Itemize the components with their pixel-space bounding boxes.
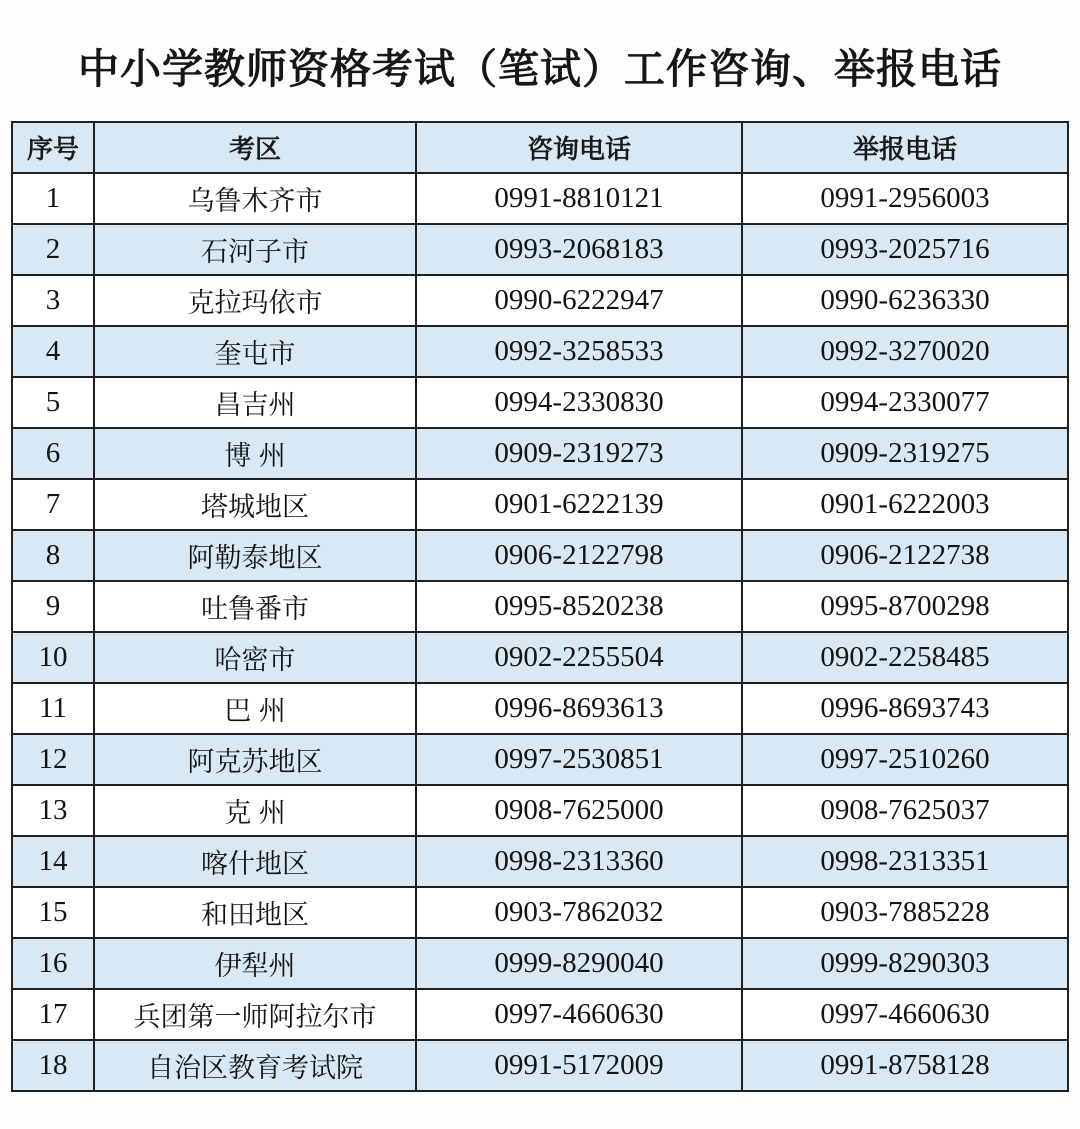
table-row [12, 632, 1068, 683]
cell-exam-area: 昌吉州 [94, 377, 416, 428]
cell-exam-area: 阿勒泰地区 [94, 530, 416, 581]
table-header [12, 122, 1068, 173]
phone-table [11, 121, 1069, 1092]
cell-exam-area: 石河子市 [94, 224, 416, 275]
table-body [12, 173, 1068, 1091]
cell-exam-area: 克 州 [94, 785, 416, 836]
cell-report-phone: 0901-6222003 [742, 479, 1068, 530]
cell-row-number: 12 [12, 734, 94, 785]
table-row [12, 530, 1068, 581]
cell-exam-area: 奎屯市 [94, 326, 416, 377]
header-consult-phone: 咨询电话 [416, 122, 742, 173]
header-row [12, 122, 1068, 173]
cell-consult-phone: 0995-8520238 [416, 581, 742, 632]
cell-row-number: 9 [12, 581, 94, 632]
cell-exam-area: 巴 州 [94, 683, 416, 734]
cell-consult-phone: 0996-8693613 [416, 683, 742, 734]
table-row [12, 785, 1068, 836]
cell-report-phone: 0991-8758128 [742, 1040, 1068, 1091]
cell-consult-phone: 0993-2068183 [416, 224, 742, 275]
table-row [12, 581, 1068, 632]
cell-consult-phone: 0906-2122798 [416, 530, 742, 581]
cell-row-number: 6 [12, 428, 94, 479]
cell-consult-phone: 0991-5172009 [416, 1040, 742, 1091]
cell-consult-phone: 0991-8810121 [416, 173, 742, 224]
cell-report-phone: 0996-8693743 [742, 683, 1068, 734]
table-row [12, 683, 1068, 734]
cell-consult-phone: 0998-2313360 [416, 836, 742, 887]
cell-report-phone: 0908-7625037 [742, 785, 1068, 836]
cell-exam-area: 兵团第一师阿拉尔市 [94, 989, 416, 1040]
cell-consult-phone: 0901-6222139 [416, 479, 742, 530]
cell-row-number: 1 [12, 173, 94, 224]
cell-report-phone: 0997-2510260 [742, 734, 1068, 785]
table-row [12, 989, 1068, 1040]
cell-row-number: 15 [12, 887, 94, 938]
cell-consult-phone: 0994-2330830 [416, 377, 742, 428]
cell-exam-area: 博 州 [94, 428, 416, 479]
cell-exam-area: 哈密市 [94, 632, 416, 683]
cell-report-phone: 0992-3270020 [742, 326, 1068, 377]
cell-row-number: 17 [12, 989, 94, 1040]
cell-consult-phone: 0997-2530851 [416, 734, 742, 785]
cell-report-phone: 0994-2330077 [742, 377, 1068, 428]
table-row [12, 428, 1068, 479]
cell-consult-phone: 0999-8290040 [416, 938, 742, 989]
cell-exam-area: 吐鲁番市 [94, 581, 416, 632]
cell-consult-phone: 0902-2255504 [416, 632, 742, 683]
cell-row-number: 5 [12, 377, 94, 428]
table-row [12, 479, 1068, 530]
cell-row-number: 2 [12, 224, 94, 275]
cell-row-number: 10 [12, 632, 94, 683]
cell-report-phone: 0906-2122738 [742, 530, 1068, 581]
cell-report-phone: 0991-2956003 [742, 173, 1068, 224]
cell-consult-phone: 0997-4660630 [416, 989, 742, 1040]
cell-report-phone: 0909-2319275 [742, 428, 1068, 479]
cell-report-phone: 0995-8700298 [742, 581, 1068, 632]
cell-row-number: 3 [12, 275, 94, 326]
page-title: 中小学教师资格考试（笔试）工作咨询、举报电话 [78, 46, 1002, 92]
cell-exam-area: 喀什地区 [94, 836, 416, 887]
cell-report-phone: 0903-7885228 [742, 887, 1068, 938]
cell-exam-area: 阿克苏地区 [94, 734, 416, 785]
cell-exam-area: 伊犁州 [94, 938, 416, 989]
cell-consult-phone: 0990-6222947 [416, 275, 742, 326]
cell-exam-area: 自治区教育考试院 [94, 1040, 416, 1091]
cell-exam-area: 和田地区 [94, 887, 416, 938]
cell-row-number: 14 [12, 836, 94, 887]
header-exam-area: 考区 [94, 122, 416, 173]
table-row [12, 173, 1068, 224]
cell-report-phone: 0998-2313351 [742, 836, 1068, 887]
cell-row-number: 7 [12, 479, 94, 530]
cell-consult-phone: 0908-7625000 [416, 785, 742, 836]
table-row [12, 1040, 1068, 1091]
table-row [12, 938, 1068, 989]
header-index: 序号 [12, 122, 94, 173]
cell-row-number: 8 [12, 530, 94, 581]
table-row [12, 275, 1068, 326]
cell-exam-area: 乌鲁木齐市 [94, 173, 416, 224]
cell-report-phone: 0999-8290303 [742, 938, 1068, 989]
table-row [12, 836, 1068, 887]
table-row [12, 734, 1068, 785]
header-report-phone: 举报电话 [742, 122, 1068, 173]
cell-report-phone: 0902-2258485 [742, 632, 1068, 683]
cell-report-phone: 0990-6236330 [742, 275, 1068, 326]
cell-row-number: 18 [12, 1040, 94, 1091]
cell-consult-phone: 0992-3258533 [416, 326, 742, 377]
cell-row-number: 13 [12, 785, 94, 836]
table-row [12, 224, 1068, 275]
table-row [12, 887, 1068, 938]
cell-consult-phone: 0909-2319273 [416, 428, 742, 479]
cell-exam-area: 塔城地区 [94, 479, 416, 530]
cell-row-number: 4 [12, 326, 94, 377]
cell-row-number: 11 [12, 683, 94, 734]
table-row [12, 326, 1068, 377]
cell-row-number: 16 [12, 938, 94, 989]
cell-report-phone: 0997-4660630 [742, 989, 1068, 1040]
cell-report-phone: 0993-2025716 [742, 224, 1068, 275]
cell-exam-area: 克拉玛依市 [94, 275, 416, 326]
cell-consult-phone: 0903-7862032 [416, 887, 742, 938]
table-row [12, 377, 1068, 428]
